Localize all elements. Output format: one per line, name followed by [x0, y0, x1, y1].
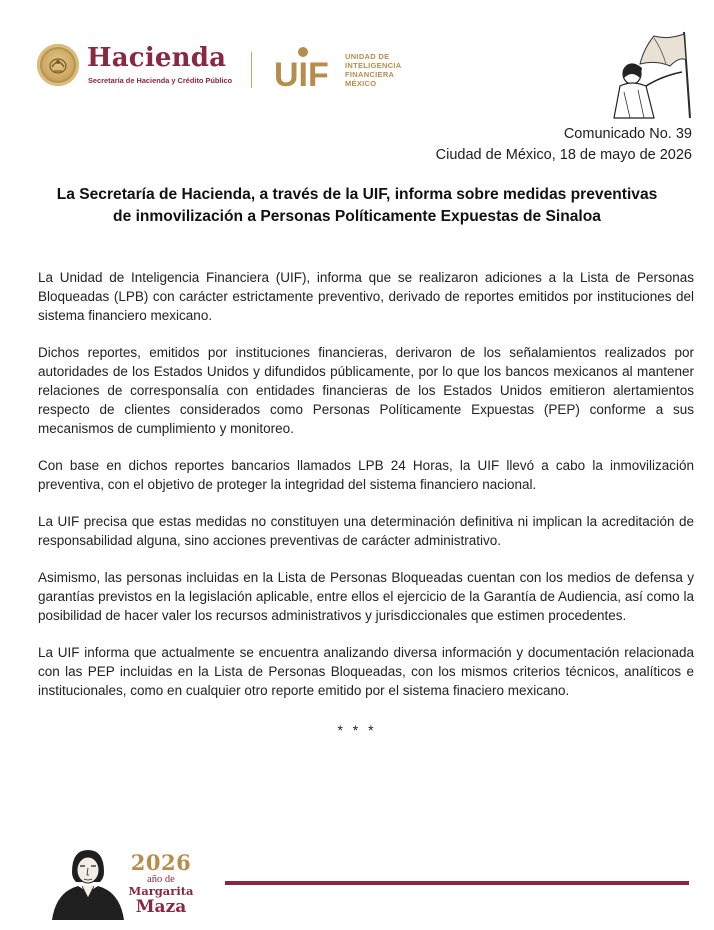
uif-line-1: UNIDAD DE — [345, 52, 390, 61]
coat-of-arms-seal-icon — [37, 44, 79, 86]
margarita-maza-portrait-icon — [48, 848, 126, 920]
title-line-1: La Secretaría de Hacienda, a través de la UIF, informa sobre medidas preventivas — [56, 186, 658, 203]
uif-acronym: UIF — [274, 56, 329, 90]
name-last: Maza — [135, 897, 187, 917]
header-divider — [251, 52, 252, 88]
uif-line-3: FINANCIERA — [345, 70, 395, 79]
paragraph-5: Asimismo, las personas incluidas en la Lista de Personas Bloqueadas cuentan con los medios de defensa y garantías previstos en la legislación aplicable, entre ellos el ejercicio de la Garantía de Audiencia, así como la posibilidad de hacer valer los recursos administrativos y jurisdiccionales que estimen procedentes. — [38, 570, 694, 623]
flag-heroine-illustration-icon — [610, 30, 696, 120]
paragraph-2: Dichos reportes, emitidos por instituciones financieras, derivaron de los señalamientos realizados por autoridades de los Estados Unidos y difundidos públicamente, por lo que los bancos mexicanos al mantener relaciones de corresponsalía con entidades financieras de los Estados Unidos emitieron alertamientos respecto de clientes considerados como Personas Políticamente Expuestas (PEP) conforme a sus mecanismos de cumplimiento y monitoreo. — [38, 345, 694, 436]
communique-number: Comunicado No. 39 — [563, 126, 692, 142]
document-body — [38, 268, 694, 718]
document-meta — [436, 124, 692, 166]
uif-logo-icon — [274, 46, 338, 90]
uif-line-4: MÉXICO — [345, 79, 377, 88]
paragraph-3: Con base en dichos reportes bancarios llamados LPB 24 Horas, la UIF llevó a cabo la inmovilización preventiva, con el objetivo de proteger la integridad del sistema financiero nacional. — [38, 458, 694, 492]
name-first: Margarita — [128, 884, 194, 898]
year-prefix: año de — [147, 874, 175, 885]
uif-line-2: INTELIGENCIA — [345, 61, 402, 70]
paragraph-6: La UIF informa que actualmente se encuentra analizando diversa información y documentación relacionada con las PEP incluidas en la Lista de Personas Bloqueadas, con los mismos criterios técnicos, analíticos e institucionales, como en cualquier otro reporte emitido por el sistema finaciero mexicano. — [38, 645, 694, 698]
uif-name-block — [345, 52, 402, 88]
page-title — [30, 184, 684, 228]
footer-rule — [225, 881, 689, 885]
section-separator: * * * — [337, 722, 377, 738]
hacienda-brand: Hacienda — [87, 43, 227, 73]
paragraph-4: La UIF precisa que estas medidas no constituyen una determinación definitiva ni implican la acreditación de responsabilidad alguna, sino acciones preventivas de carácter administrativo. — [38, 514, 694, 548]
year-commemoration-block — [128, 852, 194, 917]
hacienda-subtitle: Secretaría de Hacienda y Crédito Público — [88, 76, 233, 85]
paragraph-1: La Unidad de Inteligencia Financiera (UIF), informa que se realizaron adiciones a la Lista de Personas Bloqueadas (LPB) con carácter estrictamente preventivo, derivado de reportes emitidos por instituciones del sistema financiero mexicano. — [38, 270, 694, 323]
year-label: 2026 — [130, 850, 192, 875]
title-line-2: de inmovilización a Personas Políticamente Expuestas de Sinaloa — [113, 208, 601, 225]
place-date: Ciudad de México, 18 de mayo de 2026 — [435, 147, 692, 163]
